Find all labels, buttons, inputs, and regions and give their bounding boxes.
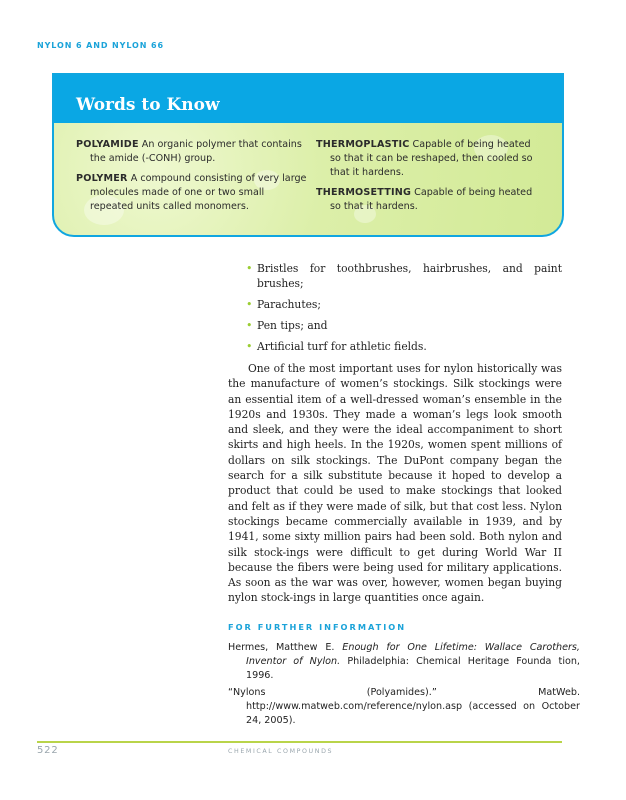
reference-2 xyxy=(228,686,580,728)
reference-1 xyxy=(228,641,580,683)
bullet-icon: • xyxy=(246,298,253,311)
term: POLYAMIDE xyxy=(76,139,139,150)
glossary-entry-thermosetting xyxy=(316,186,544,214)
reference-url[interactable]: http://www.matweb.com/reference/nylon.asp xyxy=(246,701,463,712)
definition: Capable of being heated so that it hardens. xyxy=(330,187,533,212)
list-item: • Bristles for toothbrushes, hairbrushes, and paint brushes; xyxy=(246,262,562,290)
list-item: • Pen tips; and xyxy=(246,319,328,332)
reference-accessed: (accessed on October 24, 2005). xyxy=(246,701,580,726)
reference-author: Hermes, Matthew E. xyxy=(228,642,335,653)
footer-rule xyxy=(37,741,562,743)
term: THERMOPLASTIC xyxy=(316,139,410,150)
body-paragraph: One of the most important uses for nylon historically was the manufacture of women’s stockings. Silk stockings were an essential item of a well-dressed woman’s ensemble in the 1920s and 1930s. They made a woman’s legs look smooth and sleek, and they were the ideal accompaniment to short skirts and high heels. In the 1920s, women spent millions of dollars on silk stockings. The DuPont company began the search for a silk substitute because it hoped to develop a product that could be used to make stockings that looked and felt as if they were made of silk, but that cost less. Nylon stockings became commercially available in 1939, and by 1941, some sixty million pairs had been sold. Both nylon and silk stock-ings were difficult to get during World War II because the fibers were being used for military applications. As soon as the war was over, however, women began buying nylon stock-ings in large quantities once again. xyxy=(228,362,562,605)
list-item: • Artificial turf for athletic fields. xyxy=(246,340,427,353)
term: THERMOSETTING xyxy=(316,187,412,198)
words-to-know-title: Words to Know xyxy=(76,95,220,115)
bullet-icon: • xyxy=(246,340,253,353)
glossary-entry-thermoplastic xyxy=(316,138,544,180)
bullet-list xyxy=(246,261,562,360)
footer-book-title: CHEMICAL COMPOUNDS xyxy=(228,748,334,755)
reference-title: “Nylons (Polyamides).” MatWeb. xyxy=(228,687,580,698)
definition: An organic polymer that contains the amide (-CONH) group. xyxy=(90,139,302,164)
bullet-icon: • xyxy=(246,262,253,275)
running-head: NYLON 6 AND NYLON 66 xyxy=(37,41,164,50)
words-to-know-box xyxy=(52,73,564,237)
page-number: 522 xyxy=(37,745,59,756)
definition: Capable of being heated so that it can be reshaped, then cooled so that it hardens. xyxy=(330,139,533,178)
reference-title: Enough for One Lifetime: Wallace Carothers, Inventor of Nylon. xyxy=(246,642,580,667)
term: POLYMER xyxy=(76,173,128,184)
glossary-column-right xyxy=(316,138,544,220)
bullet-icon: • xyxy=(246,319,253,332)
glossary-column-left xyxy=(76,138,310,220)
words-to-know-header xyxy=(54,75,562,123)
glossary-entry-polymer xyxy=(76,172,310,214)
further-information-heading: FOR FURTHER INFORMATION xyxy=(228,622,407,632)
definition: A compound consisting of very large molecules made of one or two small repeated units called monomers. xyxy=(90,173,307,212)
glossary-entry-polyamide xyxy=(76,138,310,166)
reference-publisher: Philadelphia: Chemical Heritage Founda tion, 1996. xyxy=(246,656,580,681)
list-item: • Parachutes; xyxy=(246,298,322,311)
